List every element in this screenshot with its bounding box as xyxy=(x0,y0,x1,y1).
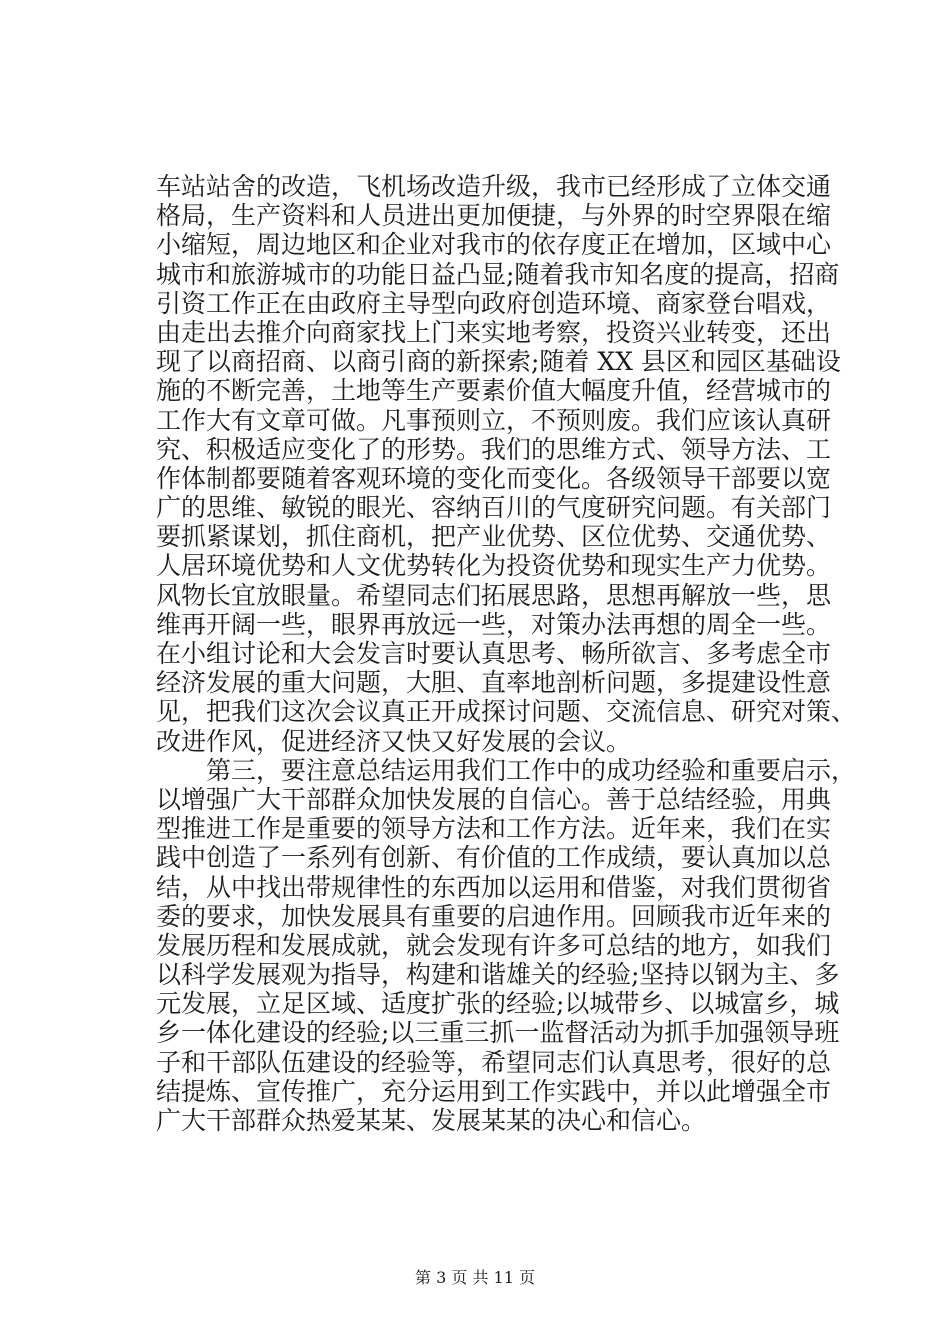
text-line: 由走出去推介向商家找上门来实地考察，投资兴业转变，还出 xyxy=(156,317,832,347)
text-line: 经济发展的重大问题，大胆、直率地剖析问题，多提建设性意 xyxy=(156,668,832,698)
text-line: 究、积极适应变化了的形势。我们的思维方式、领导方法、工 xyxy=(156,434,832,464)
text-line: 元发展，立足区域、适度扩张的经验;以城带乡、以城富乡，城 xyxy=(156,989,840,1019)
text-line: 广的思维、敏锐的眼光、容纳百川的气度研究问题。有关部门 xyxy=(156,493,832,523)
text-line: 见，把我们这次会议真正开成探讨问题、交流信息、研究对策、 xyxy=(156,697,857,727)
text-line: 结提炼、宣传推广，充分运用到工作实践中，并以此增强全市 xyxy=(156,1076,832,1106)
text-line: 结，从中找出带规律性的东西加以运用和借鉴，对我们贯彻省 xyxy=(156,872,832,902)
text-line: 第三，要注意总结运用我们工作中的成功经验和重要启示， xyxy=(156,755,857,785)
text-line: 发展历程和发展成就，就会发现有许多可总结的地方，如我们 xyxy=(156,930,832,960)
text-line: 要抓紧谋划，抓住商机，把产业优势、区位优势、交通优势、 xyxy=(156,522,832,552)
text-line: 格局，生产资料和人员进出更加便捷，与外界的时空界限在缩 xyxy=(156,201,832,231)
text-line: 现了以商招商、以商引商的新探索;随着 XX 县区和园区基础设 xyxy=(156,347,841,377)
text-line: 践中创造了一系列有创新、有价值的工作成绩，要认真加以总 xyxy=(156,843,832,873)
text-line: 以增强广大干部群众加快发展的自信心。善于总结经验，用典 xyxy=(156,784,832,814)
text-line: 人居环境优势和人文优势转化为投资优势和现实生产力优势。 xyxy=(156,551,832,581)
text-line: 车站站舍的改造，飞机场改造升级，我市已经形成了立体交通 xyxy=(156,172,832,201)
body-text xyxy=(156,172,857,1135)
text-line: 在小组讨论和大会发言时要认真思考、畅所欲言、多考虑全市 xyxy=(156,639,832,668)
text-line: 改进作风，促进经济又快又好发展的会议。 xyxy=(156,726,632,756)
text-line: 委的要求，加快发展具有重要的启迪作用。回顾我市近年来的 xyxy=(156,901,832,931)
text-line: 维再开阔一些，眼界再放远一些，对策办法再想的周全一些。 xyxy=(156,609,832,639)
text-line: 型推进工作是重要的领导方法和工作方法。近年来，我们在实 xyxy=(156,814,832,844)
text-line: 广大干部群众热爱某某、发展某某的决心和信心。 xyxy=(156,1106,707,1135)
text-line: 子和干部队伍建设的经验等，希望同志们认真思考，很好的总 xyxy=(156,1047,832,1077)
text-line: 施的不断完善，土地等生产要素价值大幅度升值，经营城市的 xyxy=(156,376,832,406)
text-line: 引资工作正在由政府主导型向政府创造环境、商家登台唱戏， xyxy=(156,288,832,318)
text-line: 风物长宜放眼量。希望同志们拓展思路，思想再解放一些，思 xyxy=(156,580,832,610)
text-line: 工作大有文章可做。凡事预则立，不预则废。我们应该认真研 xyxy=(156,405,832,435)
text-line: 作体制都要随着客观环境的变化而变化。各级领导干部要以宽 xyxy=(156,463,832,493)
text-line: 乡一体化建设的经验;以三重三抓一监督活动为抓手加强领导班 xyxy=(156,1018,840,1048)
text-line: 小缩短，周边地区和企业对我市的依存度正在增加，区域中心 xyxy=(156,230,832,260)
text-line: 以科学发展观为指导，构建和谐雄关的经验;坚持以钢为主、多 xyxy=(156,960,840,990)
text-line: 城市和旅游城市的功能日益凸显;随着我市知名度的提高，招商 xyxy=(156,259,840,289)
page-number-footer: 第 3 页 共 11 页 xyxy=(415,1268,535,1287)
